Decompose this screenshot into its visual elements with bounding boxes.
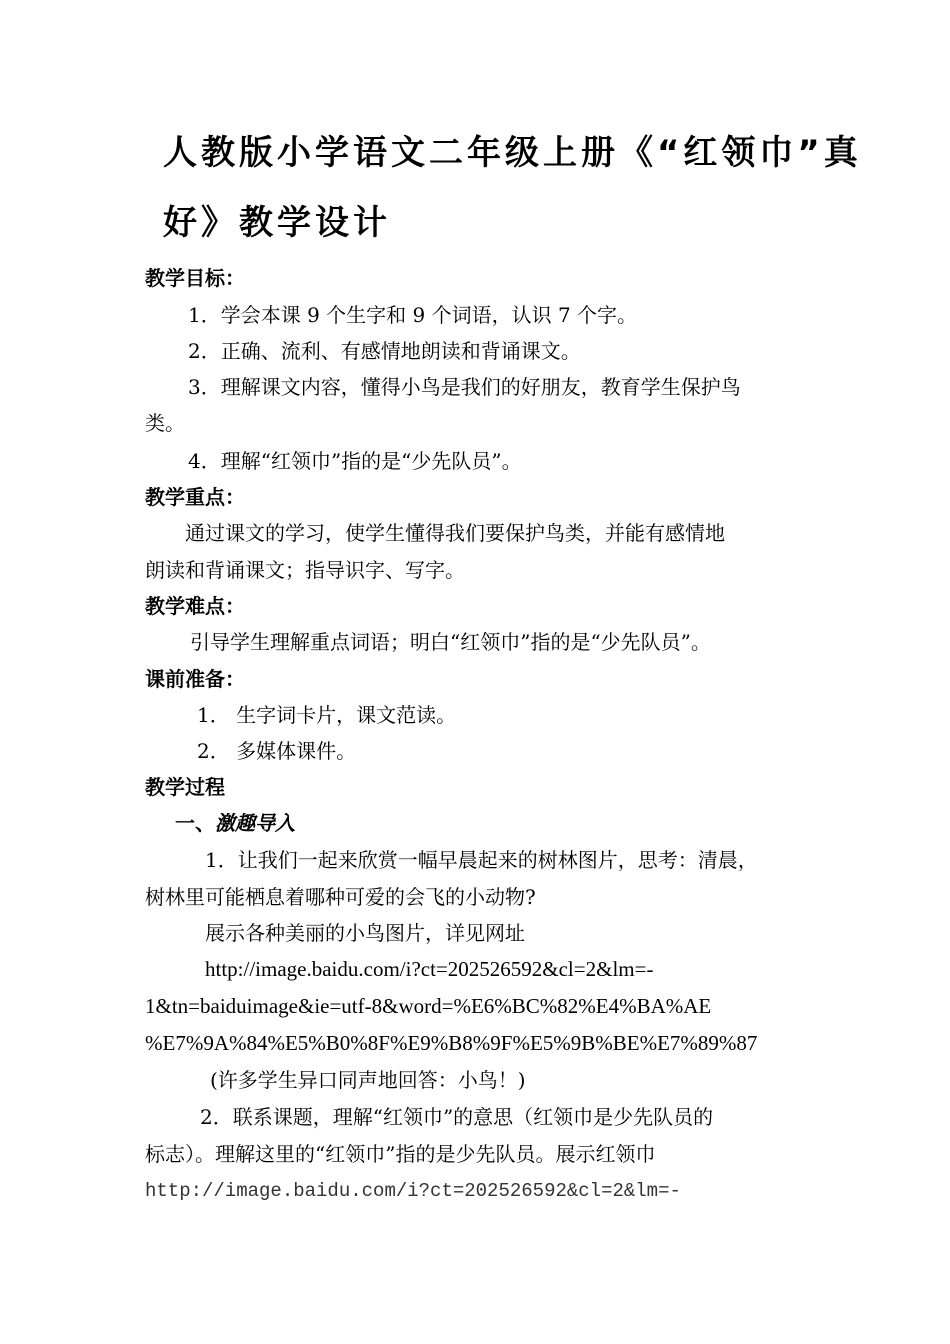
goals-heading: 教学目标： [145, 266, 245, 290]
goal-item: 1．学会本课 9 个生字和 9 个词语，认识 7 个字。 [188, 303, 638, 327]
key-points-text: 朗读和背诵课文；指导识字、写字。 [145, 558, 465, 582]
birds-url: %E7%9A%84%E5%B0%8F%E9%B8%9F%E5%9B%BE%E7%89%87 [145, 1031, 758, 1055]
preparation-item: 2． 多媒体课件。 [197, 739, 357, 763]
process-heading: 教学过程 [145, 775, 225, 799]
section-1-heading [175, 813, 295, 833]
section-1-title: 激趣导入 [215, 811, 295, 835]
doc-title-line-2: 好》教学设计 [163, 203, 391, 243]
goal-item-continued: 类。 [145, 411, 185, 435]
show-birds-text: 展示各种美丽的小鸟图片，详见网址 [205, 921, 525, 945]
goal-item: 2．正确、流利、有感情地朗读和背诵课文。 [188, 339, 581, 363]
student-answer: (许多学生异口同声地回答：小鸟！) [210, 1068, 526, 1092]
preparation-heading: 课前准备： [145, 667, 245, 691]
preparation-item: 1． 生字词卡片，课文范读。 [197, 703, 457, 727]
key-points-text: 通过课文的学习，使学生懂得我们要保护鸟类，并能有感情地 [185, 521, 725, 545]
difficulty-text: 引导学生理解重点词语；明白“红领巾”指的是“少先队员”。 [190, 630, 711, 654]
key-points-heading: 教学重点： [145, 485, 245, 509]
step-2-text: 标志）。理解这里的“红领巾”指的是少先队员。展示红领巾 [145, 1142, 656, 1166]
section-1-prefix: 一、 [175, 811, 215, 835]
step-2-text: 2．联系课题，理解“红领巾”的意思（红领巾是少先队员的 [200, 1105, 714, 1129]
doc-title-line-1: 人教版小学语文二年级上册《“红领巾”真 [163, 133, 862, 173]
step-1-text: 1．让我们一起来欣赏一幅早晨起来的树林图片，思考：清晨， [205, 848, 758, 872]
goal-item: 3．理解课文内容，懂得小鸟是我们的好朋友，教育学生保护鸟 [188, 375, 741, 399]
goal-item: 4．理解“红领巾”指的是“少先队员”。 [188, 449, 522, 473]
red-scarf-url: http://image.baidu.com/i?ct=202526592&cl=2&lm=- [145, 1180, 681, 1202]
step-1-text: 树林里可能栖息着哪种可爱的会飞的小动物? [145, 885, 536, 909]
difficulty-heading: 教学难点： [145, 594, 245, 618]
birds-url: http://image.baidu.com/i?ct=202526592&cl=2&lm=- [205, 957, 654, 981]
birds-url: 1&tn=baiduimage&ie=utf-8&word=%E6%BC%82%E4%BA%AE [145, 994, 712, 1018]
